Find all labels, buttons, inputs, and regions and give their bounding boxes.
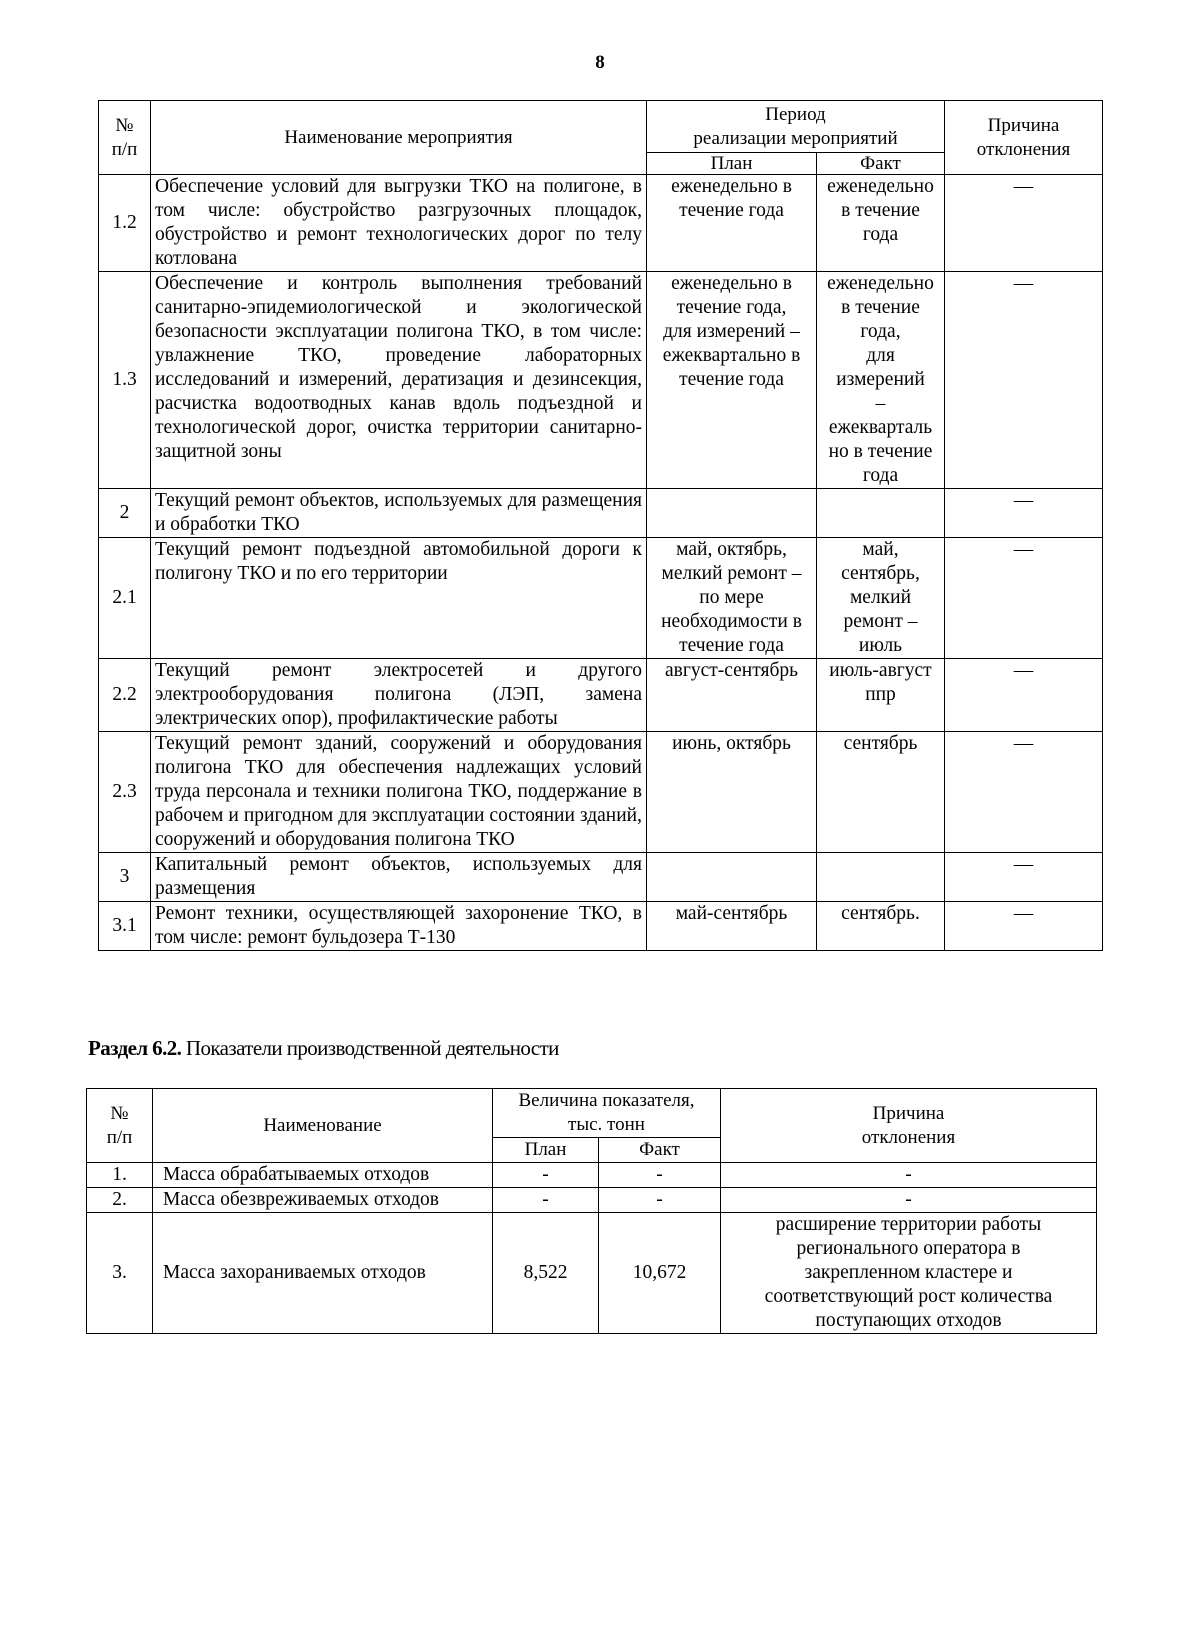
cell-name: Текущий ремонт электросетей и другого электрооборудования полигона (ЛЭП, замена электрических опор), профилактические работы <box>151 659 647 732</box>
table-row <box>87 1213 1097 1334</box>
cell-plan <box>647 853 817 902</box>
cell-name: Капитальный ремонт объектов, используемых для размещения <box>151 853 647 902</box>
cell-reason: — <box>945 272 1103 489</box>
cell-fact <box>817 853 945 902</box>
cell-plan: июнь, октябрь <box>647 732 817 853</box>
table-row <box>99 853 1103 902</box>
cell-reason: — <box>945 538 1103 659</box>
indicators-table <box>86 1088 1097 1334</box>
cell-reason: — <box>945 175 1103 272</box>
cell-fact: еженедельно в течение года, для измерений – ежекварталь но в течение года <box>817 272 945 489</box>
cell-fact: - <box>599 1188 721 1213</box>
header-fact: Факт <box>599 1138 721 1163</box>
cell-reason: расширение территории работы регионального оператора в закрепленном кластере и соответствующий рост количества поступающих отходов <box>721 1213 1097 1334</box>
header-name: Наименование <box>153 1089 493 1163</box>
header-period: Период реализации мероприятий <box>647 101 945 153</box>
cell-num: 1.3 <box>99 272 151 489</box>
table-row <box>99 538 1103 659</box>
table-row <box>99 659 1103 732</box>
cell-fact: сентябрь. <box>817 902 945 951</box>
header-num: № п/п <box>87 1089 153 1163</box>
section-title: Раздел 6.2. Показатели производственной деятельности <box>88 1036 559 1060</box>
cell-name: Масса обрабатываемых отходов <box>153 1163 493 1188</box>
cell-name: Текущий ремонт зданий, сооружений и оборудования полигона ТКО для обеспечения надлежащих условий труда персонала и техники полигона ТКО, поддержание в рабочем и пригодном для эксплуатации состоянии зданий, сооружений и оборудования полигона ТКО <box>151 732 647 853</box>
cell-num: 2. <box>87 1188 153 1213</box>
cell-fact: 10,672 <box>599 1213 721 1334</box>
cell-fact: июль-август ппр <box>817 659 945 732</box>
cell-plan: май, октябрь, мелкий ремонт – по мере необходимости в течение года <box>647 538 817 659</box>
cell-plan: - <box>493 1163 599 1188</box>
cell-reason: — <box>945 489 1103 538</box>
table-row <box>87 1188 1097 1213</box>
cell-name: Обеспечение условий для выгрузки ТКО на полигоне, в том числе: обустройство разгрузочных площадок, обустройство и ремонт технологических дорог по телу котлована <box>151 175 647 272</box>
cell-name: Текущий ремонт подъездной автомобильной дороги к полигону ТКО и по его территории <box>151 538 647 659</box>
cell-reason: - <box>721 1188 1097 1213</box>
cell-name: Масса захораниваемых отходов <box>153 1213 493 1334</box>
header-plan: План <box>493 1138 599 1163</box>
header-num: № п/п <box>99 101 151 175</box>
cell-name: Текущий ремонт объектов, используемых для размещения и обработки ТКО <box>151 489 647 538</box>
cell-name: Обеспечение и контроль выполнения требований санитарно-эпидемиологической и экологической безопасности эксплуатации полигона ТКО, в том числе: увлажнение ТКО, проведение лабораторных исследований и измерений, дератизация и дезинсекция, расчистка водоотводных канав вдоль подъездной и технологической дорог, очистка территории санитарно-защитной зоны <box>151 272 647 489</box>
cell-fact <box>817 489 945 538</box>
cell-reason: - <box>721 1163 1097 1188</box>
cell-num: 3 <box>99 853 151 902</box>
header-plan: План <box>647 153 817 175</box>
cell-plan: еженедельно в течение года <box>647 175 817 272</box>
cell-reason: — <box>945 732 1103 853</box>
cell-name: Ремонт техники, осуществляющей захоронение ТКО, в том числе: ремонт бульдозера Т-130 <box>151 902 647 951</box>
cell-reason: — <box>945 659 1103 732</box>
header-value: Величина показателя, тыс. тонн <box>493 1089 721 1138</box>
cell-plan: май-сентябрь <box>647 902 817 951</box>
cell-plan: 8,522 <box>493 1213 599 1334</box>
cell-reason: — <box>945 853 1103 902</box>
cell-num: 1. <box>87 1163 153 1188</box>
cell-num: 1.2 <box>99 175 151 272</box>
cell-fact: - <box>599 1163 721 1188</box>
cell-num: 3. <box>87 1213 153 1334</box>
cell-num: 2.2 <box>99 659 151 732</box>
header-fact: Факт <box>817 153 945 175</box>
header-reason: Причина отклонения <box>721 1089 1097 1163</box>
table-row <box>99 902 1103 951</box>
header-name: Наименование мероприятия <box>151 101 647 175</box>
cell-name: Масса обезвреживаемых отходов <box>153 1188 493 1213</box>
cell-fact: сентябрь <box>817 732 945 853</box>
table-row <box>99 732 1103 853</box>
page-number: 8 <box>595 52 605 73</box>
cell-fact: май, сентябрь, мелкий ремонт – июль <box>817 538 945 659</box>
cell-fact: еженедельно в течение года <box>817 175 945 272</box>
header-reason: Причина отклонения <box>945 101 1103 175</box>
cell-num: 3.1 <box>99 902 151 951</box>
cell-plan: - <box>493 1188 599 1213</box>
table-row <box>99 272 1103 489</box>
cell-num: 2.1 <box>99 538 151 659</box>
table-row <box>99 489 1103 538</box>
activities-table <box>98 100 1103 951</box>
cell-plan: еженедельно в течение года, для измерений – ежеквартально в течение года <box>647 272 817 489</box>
cell-num: 2.3 <box>99 732 151 853</box>
table-row <box>99 175 1103 272</box>
cell-reason: — <box>945 902 1103 951</box>
cell-num: 2 <box>99 489 151 538</box>
table-row <box>87 1163 1097 1188</box>
cell-plan: август-сентябрь <box>647 659 817 732</box>
cell-plan <box>647 489 817 538</box>
